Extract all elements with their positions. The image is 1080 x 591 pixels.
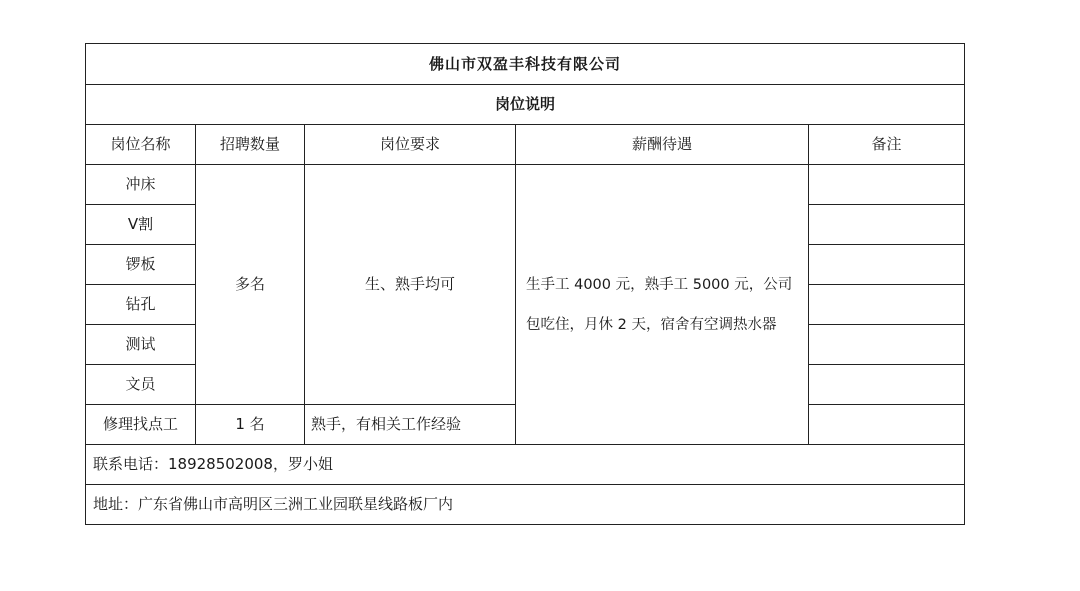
address-info: 地址：广东省佛山市高明区三洲工业园联星线路板厂内 (86, 485, 965, 525)
table-row (86, 165, 965, 205)
section-title: 岗位说明 (86, 85, 965, 125)
notes-cell (809, 365, 965, 405)
repair-quantity: 1 名 (196, 405, 305, 445)
company-name: 佛山市双盈丰科技有限公司 (86, 44, 965, 85)
position-name: 冲床 (86, 165, 196, 205)
notes-cell (809, 405, 965, 445)
contact-info: 联系电话：18928502008，罗小姐 (86, 445, 965, 485)
header-salary: 薪酬待遇 (516, 125, 809, 165)
group-requirement: 生、熟手均可 (305, 165, 516, 405)
notes-cell (809, 285, 965, 325)
repair-requirement: 熟手，有相关工作经验 (305, 405, 516, 445)
group-quantity: 多名 (196, 165, 305, 405)
header-row (86, 125, 965, 165)
position-name: 钻孔 (86, 285, 196, 325)
header-quantity: 招聘数量 (196, 125, 305, 165)
position-name: 锣板 (86, 245, 196, 285)
repair-position-name: 修理找点工 (86, 405, 196, 445)
notes-cell (809, 165, 965, 205)
header-notes: 备注 (809, 125, 965, 165)
position-name: V割 (86, 205, 196, 245)
salary-details: 生手工 4000 元，熟手工 5000 元，公司包吃住，月休 2 天，宿舍有空调热水器 (516, 165, 809, 445)
notes-cell (809, 205, 965, 245)
header-position: 岗位名称 (86, 125, 196, 165)
notes-cell (809, 325, 965, 365)
notes-cell (809, 245, 965, 285)
position-name: 测试 (86, 325, 196, 365)
job-posting-table (85, 43, 965, 525)
position-name: 文员 (86, 365, 196, 405)
job-posting-document (85, 43, 964, 525)
header-requirement: 岗位要求 (305, 125, 516, 165)
